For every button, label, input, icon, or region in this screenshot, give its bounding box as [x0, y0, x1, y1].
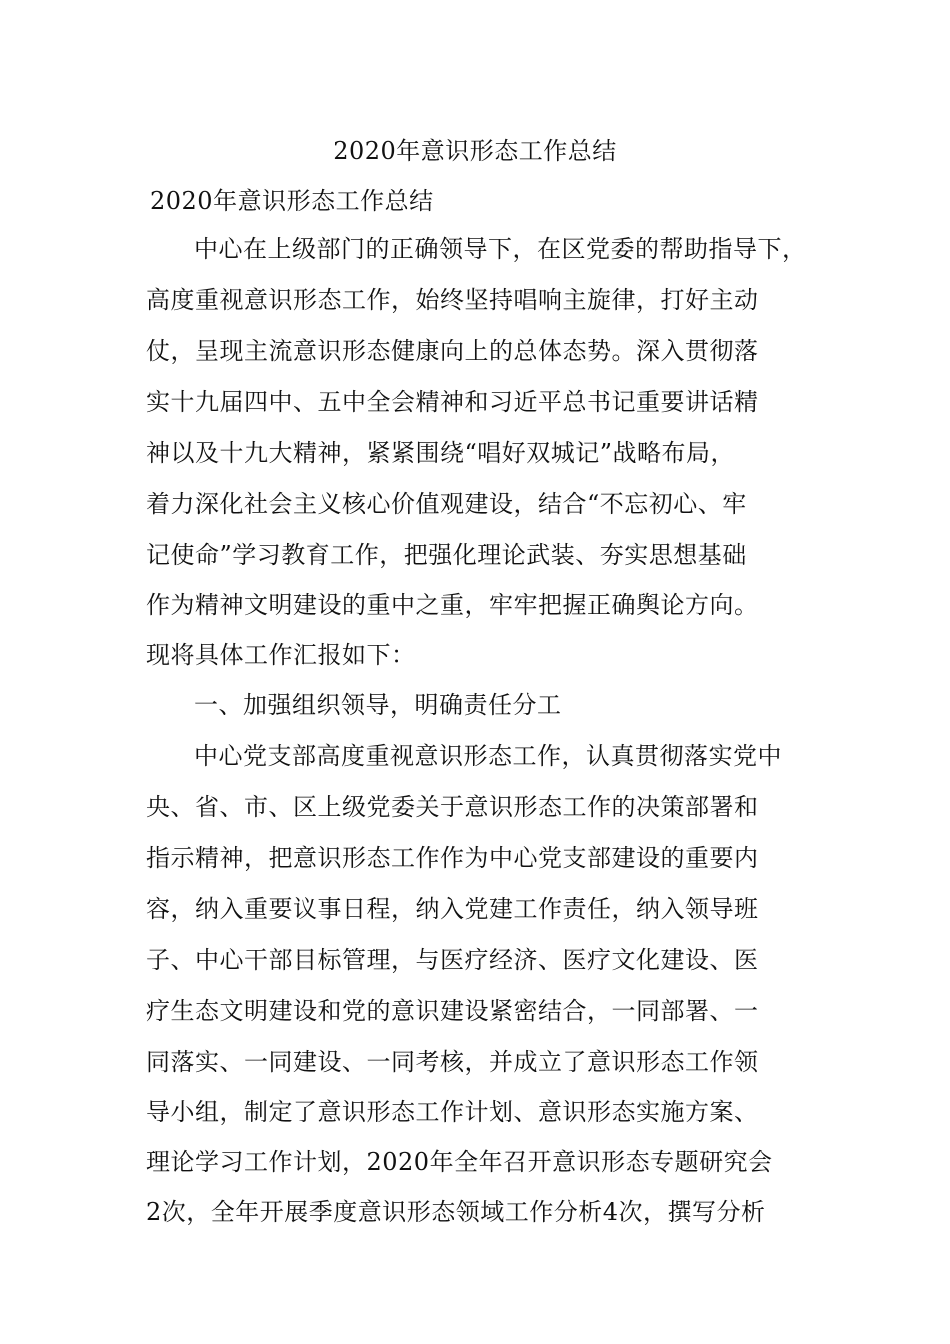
paragraph-line: 中心在上级部门的正确领导下，在区党委的帮助指导下， [194, 235, 807, 263]
paragraph-line: 子、中心干部目标管理，与医疗经济、医疗文化建设、医 [146, 946, 759, 974]
paragraph-line: 着力深化社会主义核心价值观建设，结合“不忘初心、牢 [146, 490, 747, 518]
paragraph-line: 记使命”学习教育工作，把强化理论武装、夯实思想基础 [146, 541, 747, 569]
document-title: 2020年意识形态工作总结 [333, 137, 617, 165]
paragraph-line: 理论学习工作计划，2020年全年召开意识形态专题研究会 [146, 1148, 773, 1176]
paragraph-line: 同落实、一同建设、一同考核，并成立了意识形态工作领 [146, 1048, 759, 1076]
paragraph-line: 容，纳入重要议事日程，纳入党建工作责任，纳入领导班 [146, 895, 759, 923]
paragraph-line: 导小组，制定了意识形态工作计划、意识形态实施方案、 [146, 1098, 759, 1126]
paragraph-line: 高度重视意识形态工作，始终坚持唱响主旋律，打好主动 [146, 286, 759, 314]
paragraph-line: 神以及十九大精神，紧紧围绕“唱好双城记”战略布局， [146, 439, 736, 467]
paragraph-line: 指示精神，把意识形态工作作为中心党支部建设的重要内 [146, 844, 759, 872]
paragraph-line: 作为精神文明建设的重中之重，牢牢把握正确舆论方向。 [146, 591, 759, 619]
paragraph-line: 实十九届四中、五中全会精神和习近平总书记重要讲话精 [146, 388, 759, 416]
paragraph-line: 2次，全年开展季度意识形态领域工作分析4次，撰写分析 [146, 1198, 766, 1226]
paragraph-line: 现将具体工作汇报如下： [146, 641, 416, 669]
section-heading: 一、加强组织领导，明确责任分工 [194, 691, 562, 719]
paragraph-line: 中心党支部高度重视意识形态工作，认真贯彻落实党中 [194, 742, 782, 770]
document-subtitle: 2020年意识形态工作总结 [150, 187, 434, 215]
paragraph-line: 疗生态文明建设和党的意识建设紧密结合，一同部署、一 [146, 997, 759, 1025]
paragraph-line: 央、省、市、区上级党委关于意识形态工作的决策部署和 [146, 793, 759, 821]
paragraph-line: 仗，呈现主流意识形态健康向上的总体态势。深入贯彻落 [146, 337, 759, 365]
